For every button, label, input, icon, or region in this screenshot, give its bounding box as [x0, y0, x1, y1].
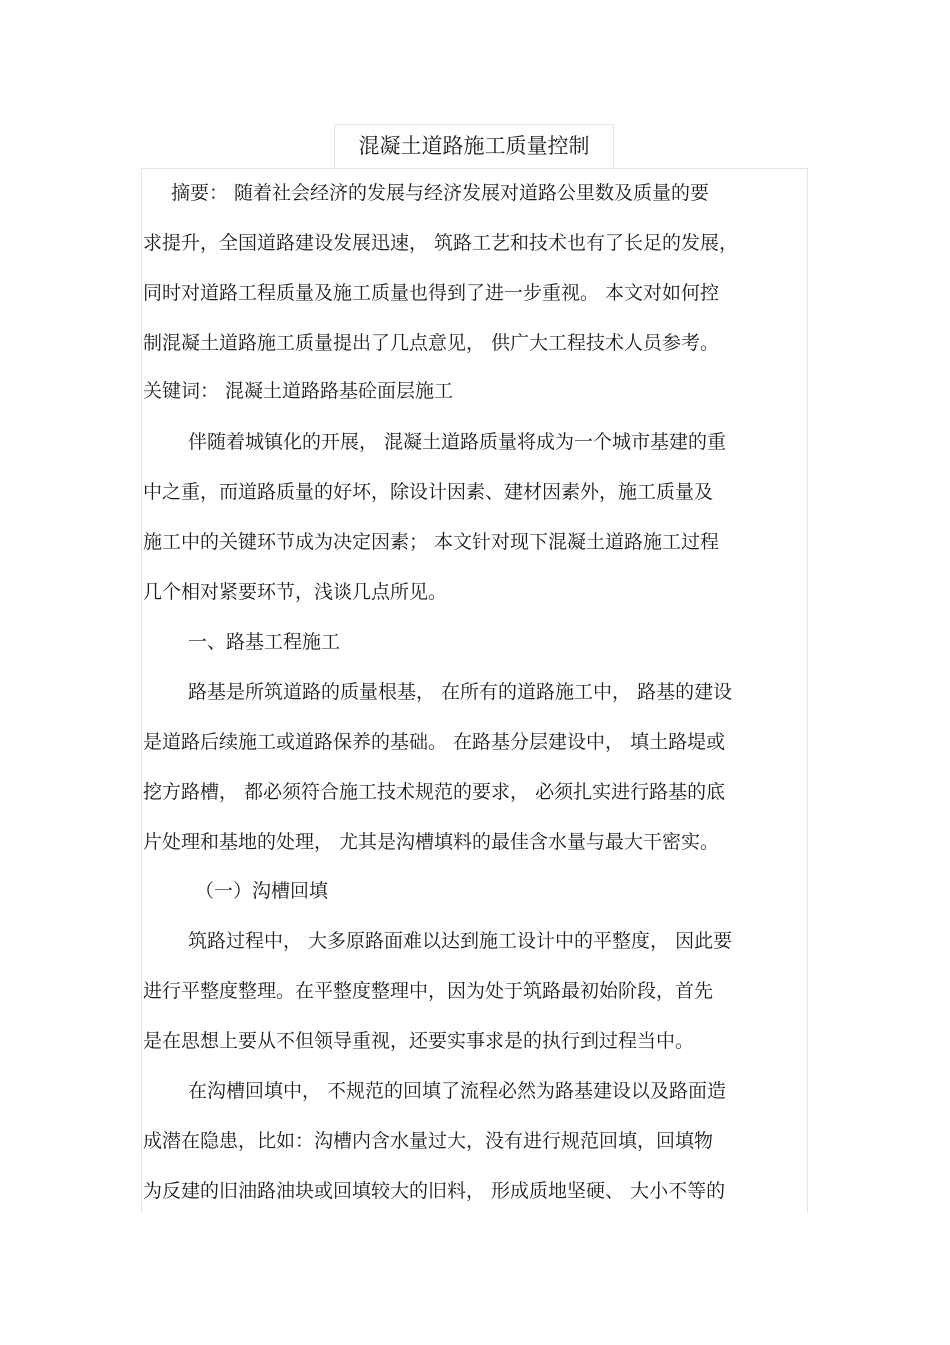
paragraph-line: 几个相对紧要环节，浅谈几点所见。	[143, 581, 448, 603]
paragraph-line: 为反建的旧油路油块或回填较大的旧料， 形成质地坚硬、 大小不等的	[143, 1180, 726, 1202]
paragraph-line: 是道路后续施工或道路保养的基础。 在路基分层建设中， 填土路堤或	[143, 731, 726, 753]
paragraph-line: 挖方路槽， 都必须符合施工技术规范的要求， 必须扎实进行路基的底	[143, 781, 726, 803]
subsection-heading: （一）沟槽回填	[195, 880, 329, 902]
abstract-line: 摘要： 随着社会经济的发展与经济发展对道路公里数及质量的要	[171, 182, 710, 204]
paragraph-line: 筑路过程中， 大多原路面难以达到施工设计中的平整度， 因此要	[188, 930, 733, 952]
paragraph-line: 成潜在隐患，比如：沟槽内含水量过大，没有进行规范回填，回填物	[143, 1130, 714, 1152]
abstract-line: 求提升，全国道路建设发展迅速， 筑路工艺和技术也有了长足的发展，	[143, 232, 739, 254]
keywords-line: 关键词： 混凝土道路路基砼面层施工	[143, 380, 454, 402]
paragraph-line: 是在思想上要从不但领导重视，还要实事求是的执行到过程当中。	[143, 1030, 695, 1052]
page-title: 混凝土道路施工质量控制	[358, 134, 590, 158]
paragraph-line: 施工中的关键环节成为决定因素； 本文针对现下混凝土道路施工过程	[143, 531, 720, 553]
section-heading: 一、路基工程施工	[188, 631, 341, 653]
paragraph-line: 片处理和基地的处理， 尤其是沟槽填料的最佳含水量与最大干密实。	[143, 831, 720, 853]
paragraph-line: 路基是所筑道路的质量根基， 在所有的道路施工中， 路基的建设	[188, 681, 733, 703]
abstract-line: 同时对道路工程质量及施工质量也得到了进一步重视。 本文对如何控	[143, 282, 720, 304]
paragraph-line: 中之重，而道路质量的好坏，除设计因素、建材因素外，施工质量及	[143, 481, 714, 503]
paragraph-line: 伴随着城镇化的开展， 混凝土道路质量将成为一个城市基建的重	[188, 431, 727, 453]
paragraph-line: 进行平整度整理。在平整度整理中，因为处于筑路最初始阶段，首先	[143, 980, 714, 1002]
paragraph-line: 在沟槽回填中， 不规范的回填了流程必然为路基建设以及路面造	[188, 1080, 727, 1102]
abstract-line: 制混凝土道路施工质量提出了几点意见， 供广大工程技术人员参考。	[143, 332, 720, 354]
